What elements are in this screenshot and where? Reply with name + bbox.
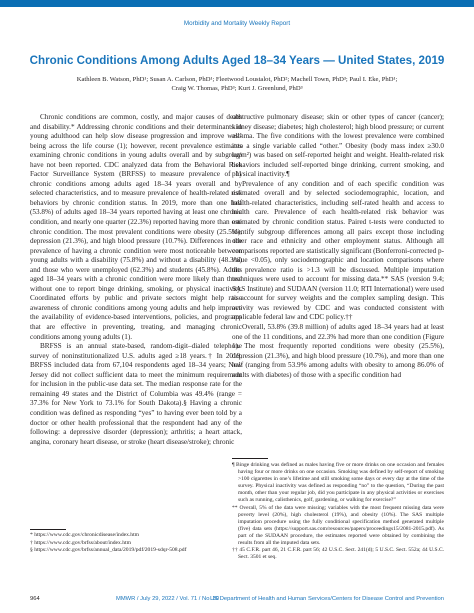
right-footnotes	[232, 462, 444, 561]
page-footer	[30, 596, 444, 606]
footnote-divider	[30, 529, 66, 530]
body-paragraph: Overall, 53.8% (39.8 million) of adults aged 18–34 years had at least one of the 11 conditions, and 22.3% had more than one condition (Figure 1). The most frequently reported conditions were obesity (25.5%), depression (21.3%), and high blood pressure (10.7%), and more than one half (ranging from 53.9% among adults with obesity to among 86.0% of adults with diabetes) of those with a specific condition had	[232, 323, 444, 379]
department-name: US Department of Health and Human Services/Centers for Disease Control and Prevention	[210, 596, 444, 602]
page-number: 964	[30, 596, 40, 602]
left-footnotes	[30, 532, 240, 555]
issue-citation: MMWR / July 29, 2022 / Vol. 71 / No. 30	[116, 596, 220, 602]
footnote-link[interactable]: * https://www.cdc.gov/chronicdisease/index.htm	[30, 532, 140, 538]
footnote: †† 45 C.F.R. part 46, 21 C.F.R. part 56; 42 U.S.C. Sect. 241(d); 5 U.S.C. Sect. 552a; 44 U.S.C. Sect. 3501 et seq.	[232, 547, 444, 561]
author-list	[60, 75, 414, 93]
right-column	[232, 113, 444, 380]
body-paragraph: BRFSS is an annual state-based, random-digit–dialed telephone survey of noninstitutionalized U.S. adults aged ≥18 years.† In 2019, BRFSS included data from 67,104 respondents aged 18–34 years; New Jersey did not collect sufficient data to meet the minimum requirement for inclusion in the public-use data set. The median response rate for the remaining 49 states and the District of Columbia was 49.4% (range = 37.3% for New York to 73.1% for South Dakota).§ Having a chronic condition was defined as responding “yes” to having ever been told by a doctor or other health professional that the respondent had any of the following: a depressive disorder (depression); arthritis; a heart attack, angina, coronary heart disease, or stroke (heart disease/stroke); chronic	[30, 342, 242, 446]
body-paragraph-continued: obstructive pulmonary disease; skin or other types of cancer (cancer); kidney disease; diabetes; high cholesterol; high blood pressure; or current asthma. The five conditions with the lowest prevalence were combined into a single variable called “other.” Obesity (body mass index ≥30.0 kg/m²) was based on self-reported height and weight. Health-related risk behaviors included self-reported binge drinking, current smoking, and physical inactivity.¶	[232, 113, 444, 179]
body-paragraph: Prevalence of any condition and of each specific condition was estimated overall and by selected sociodemographic, location, and health-related characteristics, including self-rated health and access to health care. Prevalence of each health-related risk behavior was estimated by chronic condition status. Paired t-tests were conducted to identify subgroup differences among all pairs except those including other race and ethnicity and other employment status. Although all comparisons reported are statistically significant (Bonferroni-corrected p-value <0.05), only sociodemographic and location comparisons where the prevalence ratio is >1.3 will be discussed. Multiple imputation techniques were used to account for missing data.** SAS (version 9.4; SAS Institute) and SUDAAN (version 11.0; RTI International) were used to account for survey weights and the complex sampling design. This activity was reviewed by CDC and was conducted consistent with applicable federal law and CDC policy.††	[232, 179, 444, 322]
article-title: Chronic Conditions Among Adults Aged 18–34 Years — United States, 2019	[29, 54, 445, 67]
footnote-link[interactable]: † https://www.cdc.gov/brfss/about/index.htm	[30, 539, 131, 546]
body-paragraph: Chronic conditions are common, costly, and major causes of death and disability.* Addressing chronic conditions and their determinants in young adulthood can help slow disease progression and improve well-being across the life course (1); however, recent prevalence estimates examining chronic conditions in young adults overall and by subgroup have not been reported. CDC analyzed data from the Behavioral Risk Factor Surveillance System (BRFSS) to measure prevalence of 11 chronic conditions among adults aged 18–34 years overall and by selected characteristics, and to measure prevalence of health-related risk behaviors by chronic condition status. In 2019, more than one half (53.8%) of adults aged 18–34 years reported having at least one chronic condition, and nearly one quarter (22.3%) reported having more than one chronic condition. The most prevalent conditions were obesity (25.5%), depression (21.3%), and high blood pressure (10.7%). Differences in the prevalence of having a chronic condition were most noticeable between young adults with a disability (75.8%) and without a disability (48.3%) and those who were unemployed (62.3%) and students (45.8%). Adults aged 18–34 years with a chronic condition were more likely than those without one to report binge drinking, smoking, or physical inactivity. Coordinated efforts by public and private sectors might help raise awareness of chronic conditions among young adults and help improve the availability of evidence-based interventions, policies, and programs that are effective in preventing, treating, and managing chronic conditions among young adults (1).	[30, 113, 242, 341]
footnote: ** Overall, 5% of the data were missing; variables with the most frequent missing data were poverty level (20%), high cholesterol (19%), and obesity (10%). The SAS multiple imputation procedure using the fully conditional specification method generated multiple (five) data sets (https://support.sas.com/resources/papers/proceedings15/2081-2015.pdf). As part of the SUDAAN procedure, the estimates reported were obtained by combining the results from all the imputed data sets.	[232, 504, 444, 547]
footnote-link[interactable]: § https://www.cdc.gov/brfss/annual_data/2019/pdf/2019-sdqr-508.pdf	[30, 547, 187, 554]
author-line-1: Kathleen B. Watson, PhD¹; Susan A. Carlson, PhD¹; Fleetwood Loustalot, PhD²; Machell Town, PhD³; Paul I. Eke, PhD¹;	[76, 76, 398, 83]
footnote-divider	[232, 458, 268, 459]
running-head: Morbidity and Mortality Weekly Report	[183, 20, 291, 27]
footnote: ¶ Binge drinking was defined as males having five or more drinks on one occasion and females having four or more drinks on one occasion. Smoking was defined by self-report of smoking >100 cigarettes in one’s lifetime and still smoking some days or every day at the time of the survey. Physical inactivity was defined as responding “no” to the question, “During the past month, other than your regular job, did you participate in any physical activities or exercises such as running, calisthenics, golf, gardening, or walking for exercise?”	[232, 462, 444, 504]
author-line-2: Craig W. Thomas, PhD³; Kurt J. Greenlund, PhD³	[171, 85, 303, 93]
left-column	[30, 113, 242, 447]
top-color-bar	[0, 0, 474, 7]
